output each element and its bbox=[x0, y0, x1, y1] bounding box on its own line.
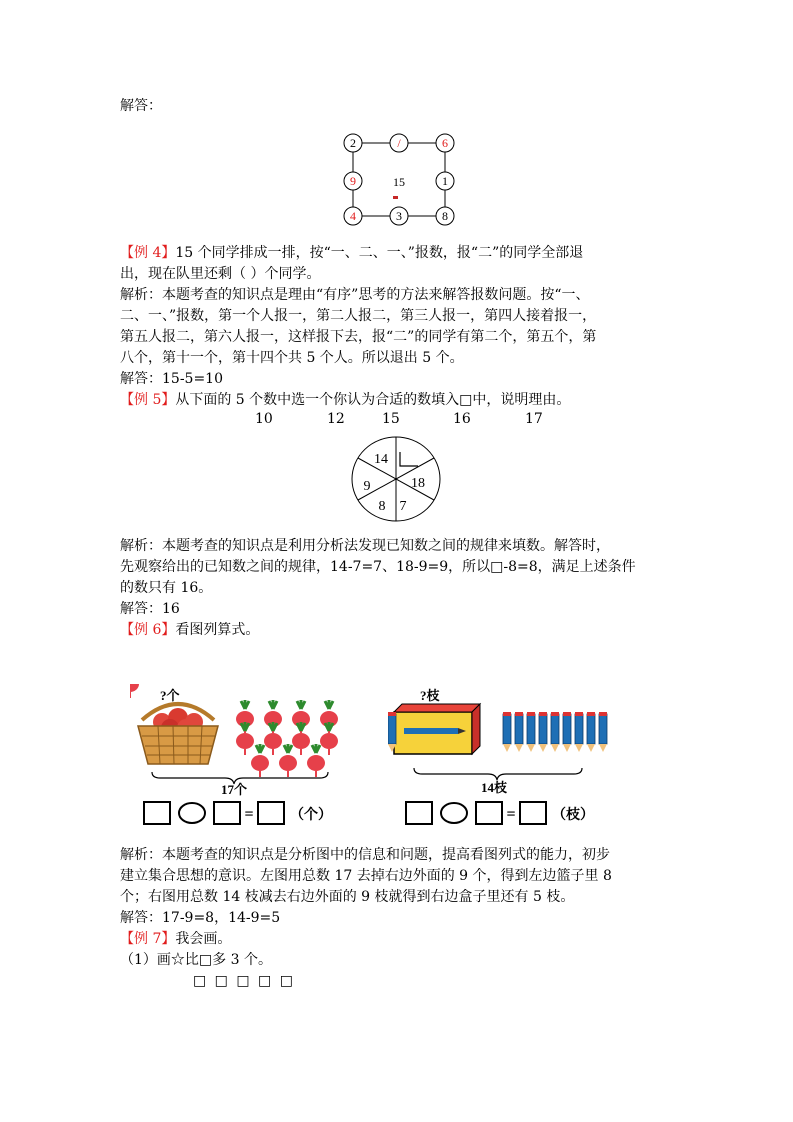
right-unit-label: （枝） bbox=[552, 808, 594, 823]
circle-bottom-middle: 3 bbox=[396, 209, 402, 223]
radish-basket-figure bbox=[130, 684, 360, 834]
ex6-analysis-line1: 解析：本题考查的知识点是分析图中的信息和问题，提高看图列式的能力，初步 bbox=[120, 847, 610, 863]
ex6-tag: 【例 6】 bbox=[120, 622, 176, 638]
choice-number: 17 bbox=[525, 411, 543, 427]
basket-total-label: 17个 bbox=[220, 782, 248, 797]
ex7-question: 【例 7】我会画。 bbox=[120, 931, 232, 947]
wheel-number: 18 bbox=[411, 476, 425, 491]
choice-number: 12 bbox=[327, 411, 345, 427]
circle-bottom-left: 4 bbox=[350, 209, 356, 223]
left-unit-label: （个） bbox=[290, 808, 332, 823]
ex6-answer: 解答：17-9=8，14-9=5 bbox=[120, 910, 281, 926]
wheel-number: 9 bbox=[363, 479, 371, 494]
circle-top-right: 6 bbox=[442, 136, 448, 150]
ex7-subquestion: （1）画☆比□多 3 个。 bbox=[120, 952, 272, 968]
pencil-box-icon bbox=[394, 704, 480, 754]
ex5-analysis-line2: 先观察给出的已知数之间的规律，14-7=7、18-9=9，所以□-8=8，满足上述条件 bbox=[120, 559, 636, 575]
ex7-tag: 【例 7】 bbox=[120, 931, 176, 947]
choice-number: 10 bbox=[255, 411, 273, 427]
ex6-question: 【例 6】看图列算式。 bbox=[120, 622, 260, 638]
circle-top-left: 2 bbox=[350, 136, 356, 150]
circle-square-figure bbox=[335, 128, 465, 230]
wheel-number: 14 bbox=[374, 452, 388, 467]
ex4-answer: 解答：15-5=10 bbox=[120, 371, 223, 387]
number-wheel-figure bbox=[346, 434, 446, 524]
radish-icon-group bbox=[130, 684, 139, 698]
box-total-label: 14枝 bbox=[480, 780, 508, 795]
basket-icon bbox=[138, 704, 218, 764]
ex7-boxes: □ □ □ □ □ bbox=[193, 973, 295, 989]
circle-top-middle: / bbox=[397, 136, 401, 150]
ex4-analysis-line2: 二、一、”报数，第一个人报一，第二人报二，第三人报一，第四人接着报一， bbox=[120, 308, 597, 324]
ex5-analysis-line1: 解析：本题考查的知识点是利用分析法发现已知数之间的规律来填数。解答时， bbox=[120, 538, 610, 554]
pencil-icon-group bbox=[388, 712, 396, 752]
answer-label: 解答： bbox=[120, 98, 162, 114]
ex6-analysis-line2: 建立集合思想的意识。左图用总数 17 去掉右边外面的 9 个，得到左边篮子里 8 bbox=[120, 868, 612, 884]
box-question-label: ?枝 bbox=[420, 688, 440, 703]
ex6-analysis-line3: 个；右图用总数 14 枝减去右边外面的 9 枝就得到右边盒子里还有 5 枝。 bbox=[120, 889, 575, 905]
ex4-question-line2: 出，现在队里还剩（ ）个同学。 bbox=[120, 266, 321, 282]
svg-text:=: = bbox=[506, 806, 516, 823]
ex5-analysis-line3: 的数只有 16。 bbox=[120, 580, 213, 596]
svg-text:=: = bbox=[244, 806, 254, 823]
circle-mid-right: 1 bbox=[442, 174, 448, 188]
choice-number: 16 bbox=[453, 411, 471, 427]
ex4-analysis-line4: 八个，第十一个，第十四个共 5 个人。所以退出 5 个。 bbox=[120, 350, 464, 366]
ex4-question-line1: 【例 4】15 个同学排成一排，按“一、二、一、”报数，报“二”的同学全部退 bbox=[120, 245, 584, 261]
choice-number: 15 bbox=[382, 411, 400, 427]
wheel-number: 7 bbox=[399, 499, 407, 514]
center-number: 15 bbox=[393, 175, 405, 189]
ex4-tag: 【例 4】 bbox=[120, 245, 176, 261]
ex4-analysis-line3: 第五人报二，第六人报一，这样报下去，报“二”的同学有第二个，第五个，第 bbox=[120, 329, 597, 345]
pencil-box-figure bbox=[388, 684, 618, 834]
ex5-tag: 【例 5】 bbox=[120, 392, 176, 408]
ex5-answer: 解答：16 bbox=[120, 601, 180, 617]
wheel-number: 8 bbox=[378, 499, 386, 514]
ex5-question: 【例 5】从下面的 5 个数中选一个你认为合适的数填入□中，说明理由。 bbox=[120, 392, 571, 408]
circle-bottom-right: 8 bbox=[442, 209, 448, 223]
basket-question-label: ?个 bbox=[160, 688, 180, 703]
ex4-analysis-line1: 解析：本题考查的知识点是理由“有序”思考的方法来解答报数问题。按“一、 bbox=[120, 287, 590, 303]
circle-mid-left: 9 bbox=[350, 174, 356, 188]
